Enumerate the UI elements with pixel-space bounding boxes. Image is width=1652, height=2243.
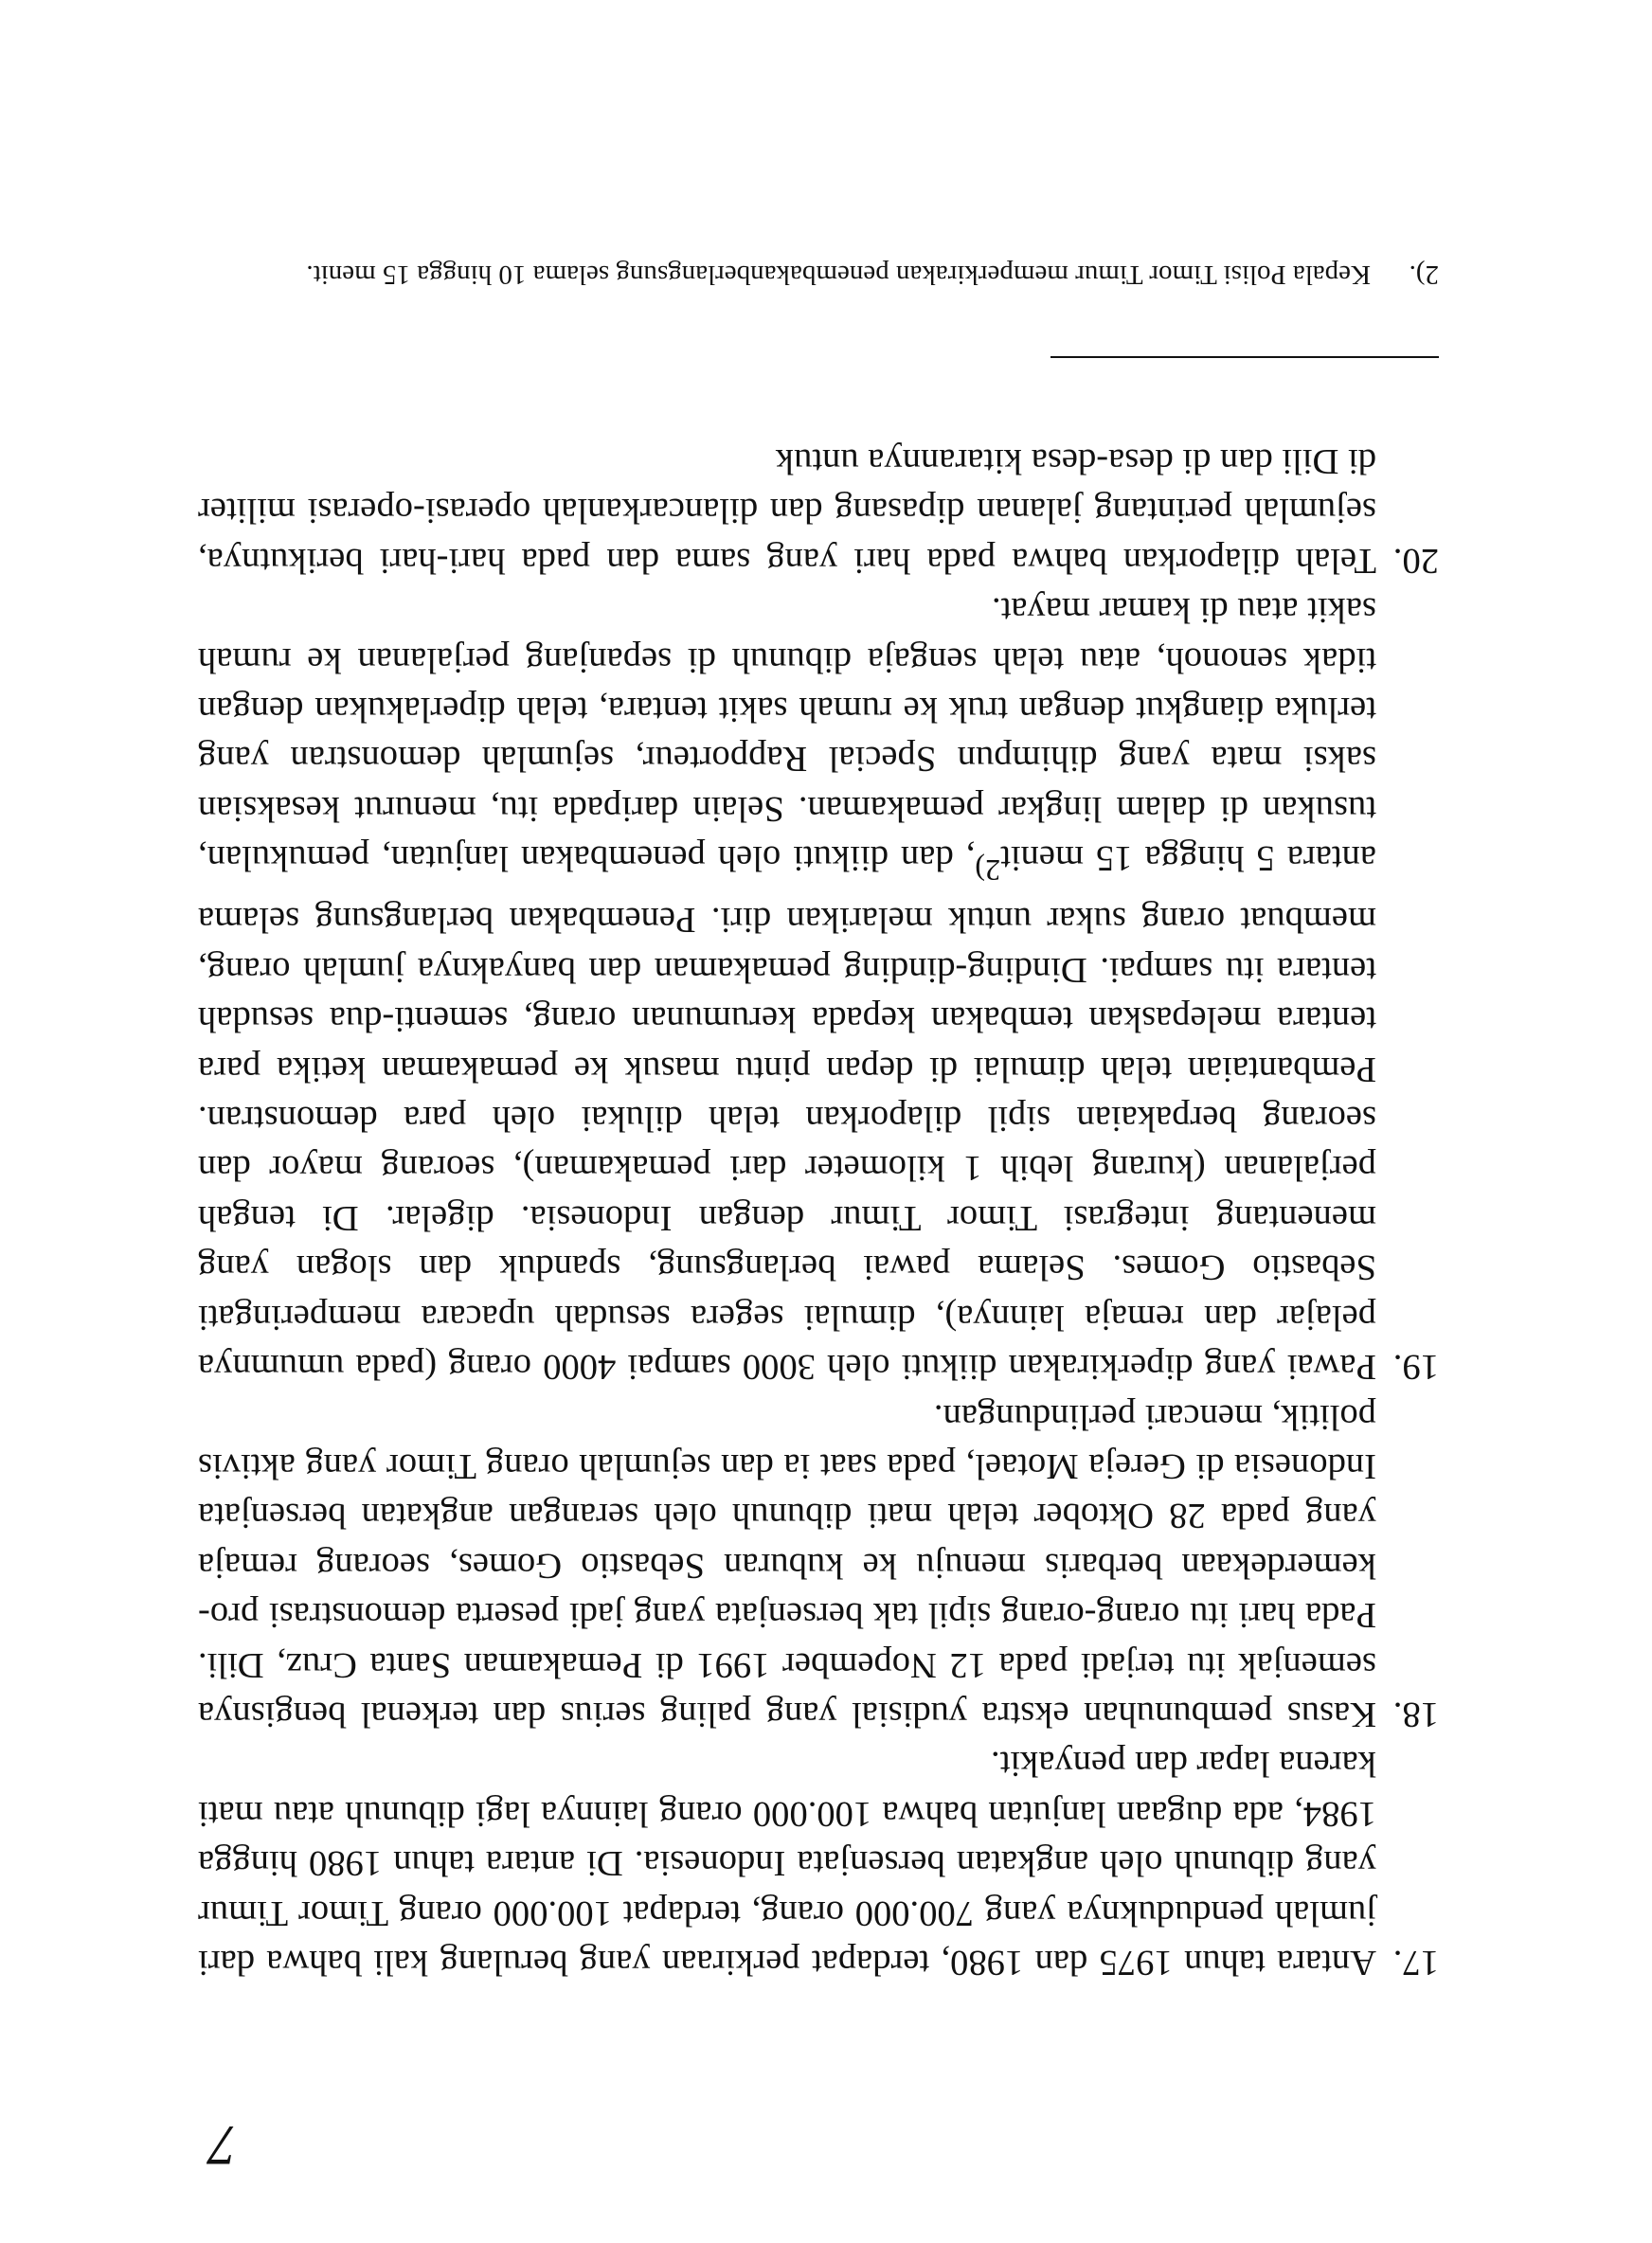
paragraph-number: 19. (1392, 1347, 1439, 1388)
paragraph-19 (198, 585, 1439, 1391)
paragraph-17 (198, 1739, 1439, 1987)
paragraph-text (198, 585, 1376, 1391)
paragraph-text-part: Pawai yang diperkirakan diikuti oleh 3000 sampai 4000 orang (pada umumnya pelajar dan remaja lainnya), dimulai segera sesudah upacara memperingati Sebastio Gomes. Selama pawai berlangsung, spanduk dan slogan yang menentang integrasi Timor Timur dengan Indonesia. digelar. Di tengah perjalanan (kurang lebih 1 kilometer dari pemakaman), seorang mayor dan seorang berpakaian sipil dilaporkan telah dilukai oleh para demonstran. Pembantaian telah dimulai di depan pintu masuk ke pemakaman ketika para tentara melepaskan tembakan kepada kerumunan orang, sementi-dua sesudah tentara itu sampai. Dinding-dinding pemakaman dan banyaknya jumlah orang, membuat orang sukar untuk melarikan diri. Penembakan berlangsung selama antara 5 hingga 15 menit (198, 838, 1376, 1388)
document-body (198, 437, 1439, 1987)
paragraph-number: 18. (1392, 1694, 1439, 1734)
paragraph-number: 17. (1392, 1943, 1439, 1983)
paragraph-text-part: , dan diikuti oleh penembakan lanjutan, pemukulan, tusukan di dalam lingkar pemakaman. Selain daripada itu, menurut kesaksian saksi mata yang dihimpun Special Rapporteur, sejumlah demonstran yang terluka diangkut dengan truk ke rumah sakit tentara, telah diperlakukan dengan tidak senonoh, atau telah sengaja dibunuh di sepanjang perjalanan ke rumah sakit atau di kamar mayat. (198, 590, 1376, 879)
footnote-text: Kepala Polisi Timor Timur memperkirakan penembakanberlangsung selama 10 hingga 15 menit. (306, 260, 1371, 290)
footnote-reference: 2) (975, 853, 1001, 888)
paragraph-text: Kasus pembunuhan ekstra yudisial yang paling serius dan terkenal bengisnya semenjak itu terjadi pada 12 Nopember 1991 di Pemakaman Santa Cruz, Dili. Pada hari itu orang-orang sipil tak bersenjata yang jadi peserta demonstrasi pro-kemerdekaan berbaris menuju ke kuburan Sebastio Gomes, seorang remaja yang pada 28 Oktober telah mati dibunuh oleh serangan angkatan bersenjata Indonesia di Gereja Motael, pada saat ia dan sejumlah orang Timor yang aktivis politik, mencari perlindungan. (198, 1396, 1376, 1734)
footnote-number: 2). (1409, 260, 1439, 290)
page-number: 7 (208, 2114, 237, 2177)
paragraph-text: Telah dilaporkan bahwa pada hari yang sama dan pada hari-hari berikutnya, sejumlah perintang jalanan dipasang dan dilancarkanlah operasi-operasi militer di Dili dan di desa-desa kitarannya untuk (198, 440, 1376, 581)
paragraph-20 (198, 437, 1439, 585)
paragraph-18 (198, 1391, 1439, 1739)
footnote-divider (1050, 356, 1439, 358)
paragraph-number: 20. (1392, 540, 1439, 581)
paragraph-text: Antara tahun 1975 dan 1980, terdapat perkiraan yang berulang kali bahwa dari jumlah penduduknya yang 700.000 orang, terdapat 100.000 orang Timor Timur yang dibunuh oleh angkatan bersenjata Indonesia. Di antara tahun 1980 hingga 1984, ada dugaan lanjutan bahwa 100.000 orang lainnya lagi dibunuh atau mati karena lapar dan penyakit. (198, 1744, 1376, 1983)
footnote (302, 253, 1439, 296)
